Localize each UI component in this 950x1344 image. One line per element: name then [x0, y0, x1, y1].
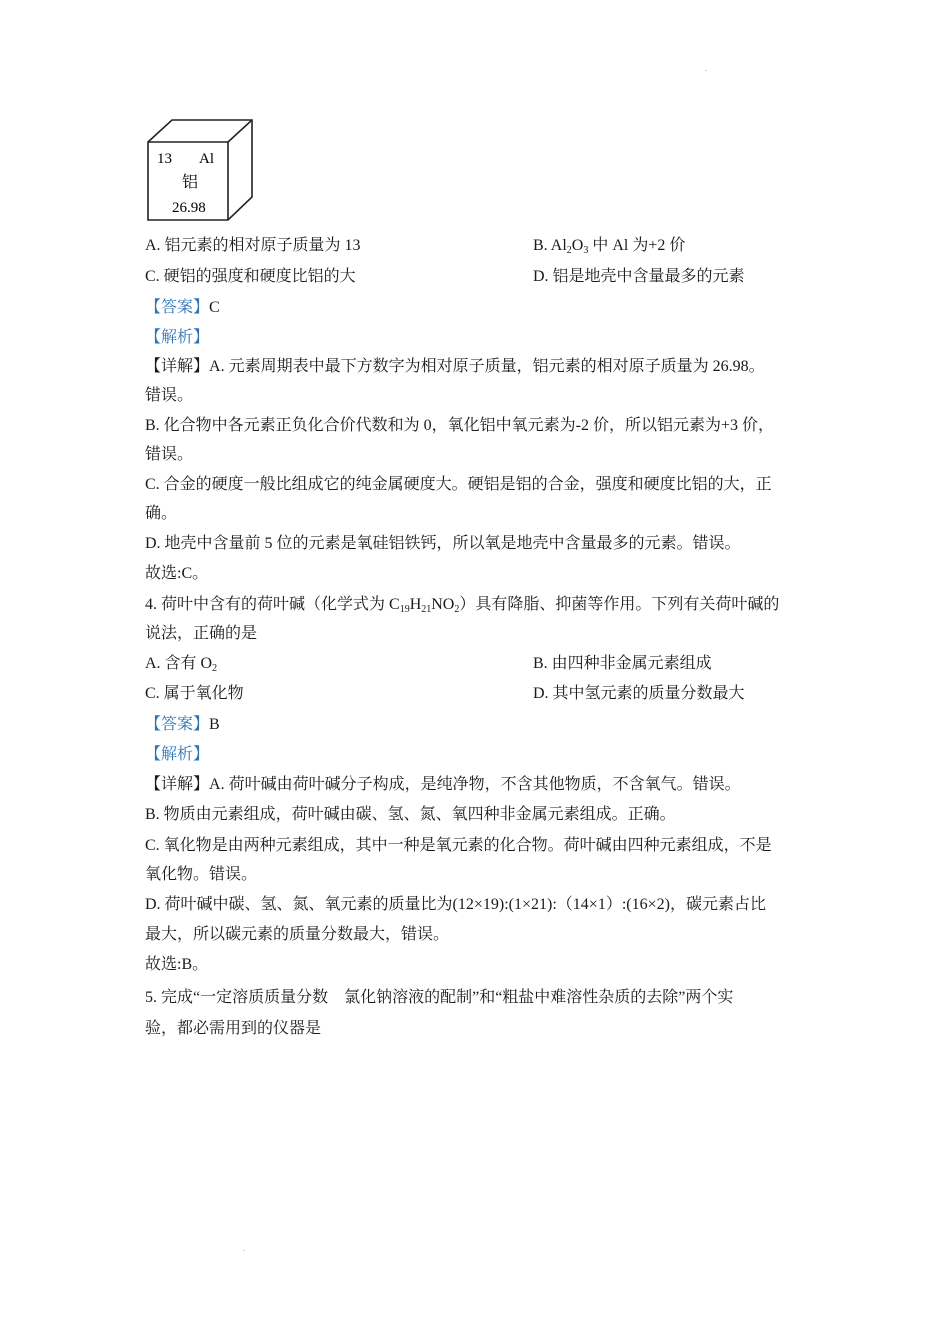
- q3-option-d: D. 铝是地壳中含量最多的元素: [533, 268, 745, 285]
- q4-detail-d-cont: 最大，所以碳元素的质量分数最大，错误。: [145, 926, 450, 943]
- element-symbol: Al: [199, 151, 214, 167]
- q4-detail-a: 【详解】A. 荷叶碱由荷叶碱分子构成，是纯净物，不含其他物质，不含氧气。错误。: [145, 776, 741, 793]
- page-mark: .: [243, 1244, 245, 1253]
- atomic-number: 13: [157, 151, 172, 167]
- q3-option-a: A. 铝元素的相对原子质量为 13: [145, 237, 361, 254]
- q3-answer: 【答案】C: [145, 299, 220, 316]
- q3-analysis-label: 【解析】: [145, 329, 210, 346]
- q4-detail-b: B. 物质由元素组成，荷叶碱由碳、氢、氮、氧四种非金属元素组成。正确。: [145, 806, 676, 823]
- q4-option-b: B. 由四种非金属元素组成: [533, 655, 712, 672]
- q4-stem: 4. 荷叶中含有的荷叶碱（化学式为 $C_{19}H_{21}NO_2$）具有降脂、抑菌等作用。下列有关荷叶碱的: [145, 596, 780, 615]
- page-mark: .: [705, 64, 707, 73]
- q4-option-a: A. 含有 $O_2$: [145, 655, 218, 674]
- q3-detail-a: 【详解】A. 元素周期表中最下方数字为相对原子质量，铝元素的相对原子质量为 26.98。: [145, 358, 765, 375]
- aluminum-element-tile: [145, 117, 255, 223]
- element-name: 铝: [182, 172, 199, 191]
- q4-option-d: D. 其中氢元素的质量分数最大: [533, 685, 745, 702]
- q5-stem-cont: 验，都必需用到的仪器是: [145, 1020, 322, 1037]
- q3-option-c: C. 硬铝的强度和硬度比铝的大: [145, 268, 356, 285]
- q4-stem-cont: 说法，正确的是: [145, 625, 258, 642]
- q4-analysis-label: 【解析】: [145, 746, 210, 763]
- q5-stem: 5. 完成“一定溶质质量分数 氯化钠溶液的配制”和“粗盐中难溶性杂质的去除”两个实: [145, 989, 734, 1006]
- q4-detail-d: D. 荷叶碱中碳、氢、氮、氧元素的质量比为(12×19):(1×21):（14×1）:(16×2)，碳元素占比: [145, 896, 766, 913]
- q3-detail-d: D. 地壳中含量前 5 位的元素是氧硅铝铁钙，所以氧是地壳中含量最多的元素。错误。: [145, 535, 741, 552]
- q4-answer: 【答案】B: [145, 716, 220, 733]
- q3-detail-b: B. 化合物中各元素正负化合价代数和为 0，氧化铝中氧元素为-2 价，所以铝元素为+3 价，: [145, 417, 775, 434]
- q4-conclusion: 故选:B。: [145, 956, 209, 973]
- q4-detail-c-cont: 氧化物。错误。: [145, 866, 258, 883]
- q3-detail-a-cont: 错误。: [145, 387, 194, 404]
- q3-conclusion: 故选:C。: [145, 565, 209, 582]
- q3-detail-c: C. 合金的硬度一般比组成它的纯金属硬度大。硬铝是铝的合金，强度和硬度比铝的大，正: [145, 476, 772, 493]
- q4-option-c: C. 属于氧化物: [145, 685, 244, 702]
- atomic-mass: 26.98: [172, 200, 206, 216]
- q3-detail-b-cont: 错误。: [145, 446, 194, 463]
- q4-detail-c: C. 氧化物是由两种元素组成，其中一种是氧元素的化合物。荷叶碱由四种元素组成，不是: [145, 837, 772, 854]
- q3-option-b: B. $Al_2O_3$ 中 Al 为+2 价: [533, 237, 686, 256]
- q3-detail-c-cont: 确。: [145, 505, 178, 522]
